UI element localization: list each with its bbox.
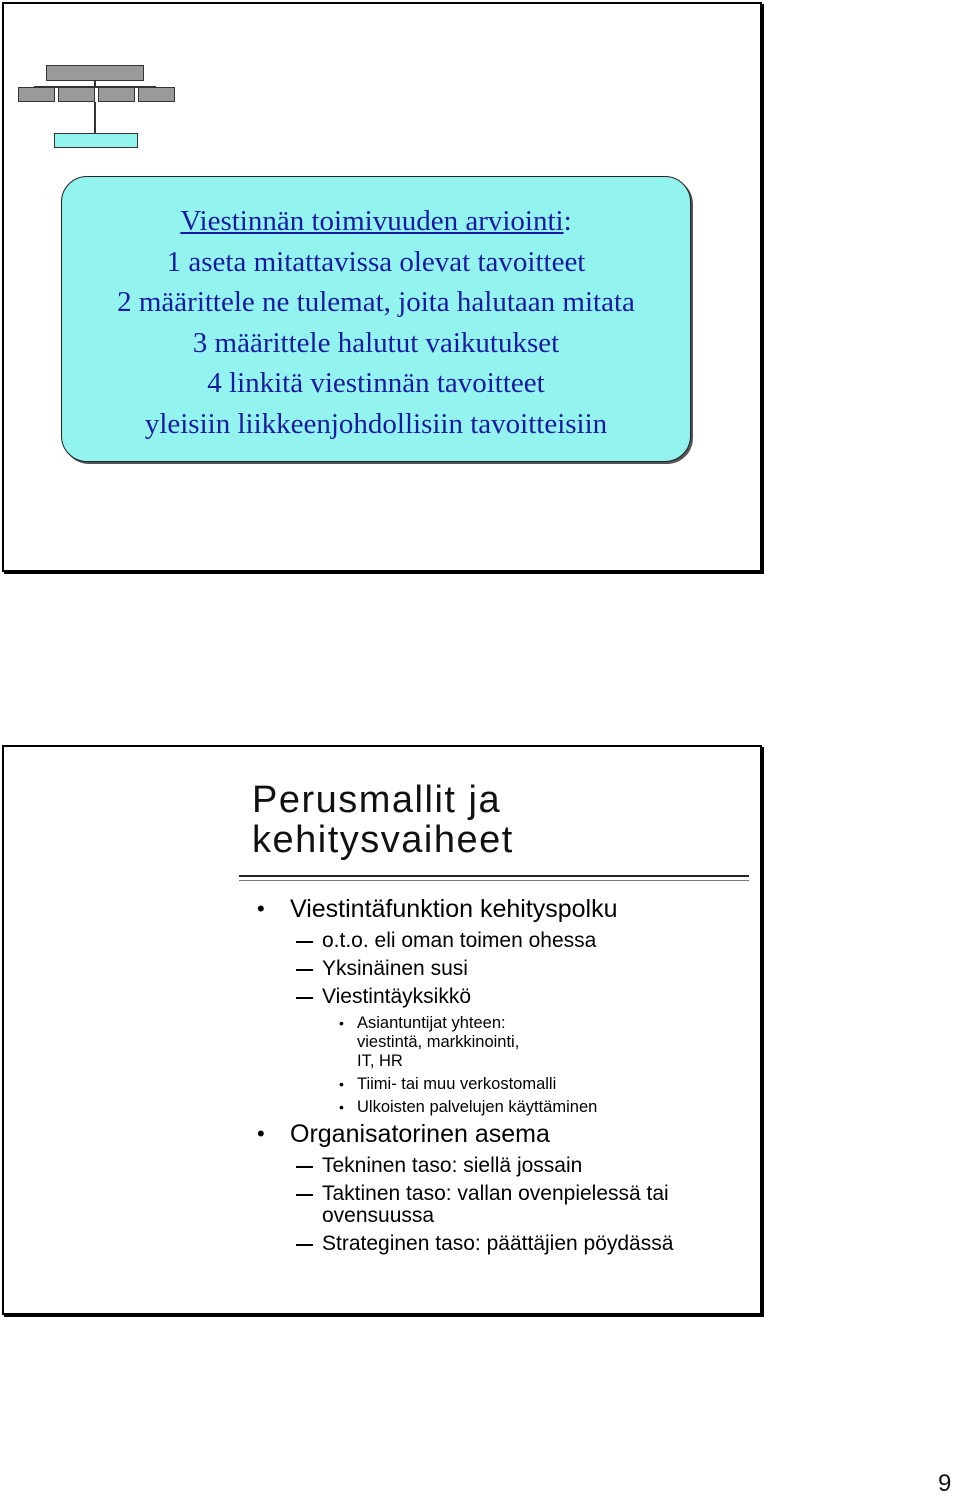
org-chart-top-box (46, 65, 144, 81)
bullet-level-2: Taktinen taso: vallan ovenpielessä tai ovensuussa (254, 1183, 734, 1227)
bullet-level-3: • Asiantuntijat yhteen: viestintä, markkinointi, IT, HR (254, 1014, 537, 1071)
bullet-level-1: • Organisatorinen asema (254, 1119, 734, 1149)
evaluation-callout (61, 176, 691, 462)
callout-title-line (62, 201, 690, 242)
org-chart-box (18, 87, 55, 102)
bullet-level-2: Strateginen taso: päättäjien pöydässä (254, 1233, 734, 1255)
callout-title: Viestinnän toimivuuden arviointi (180, 205, 564, 237)
org-chart-connector (94, 102, 96, 133)
org-chart-box (58, 87, 95, 102)
callout-title-suffix: : (563, 205, 572, 237)
bullet-level-2: Yksinäinen susi (254, 958, 734, 980)
bullet-level-1: • Viestintäfunktion kehityspolku (254, 894, 734, 924)
callout-line: 3 määrittele halutut vaikutukset (192, 326, 560, 359)
org-chart-box (98, 87, 135, 102)
bullet-level-3: • Ulkoisten palvelujen käyttäminen (254, 1098, 734, 1117)
callout-line: 4 linkitä viestinnän tavoitteet (207, 367, 545, 399)
bullet-level-2: Viestintäyksikkö (254, 986, 734, 1008)
slide-1 (2, 2, 762, 572)
bullet-level-2: o.t.o. eli oman toimen ohessa (254, 930, 734, 952)
title-divider (239, 875, 749, 877)
slide-title-line-1: Perusmallit ja (252, 779, 502, 821)
title-divider-thin (239, 880, 749, 881)
callout-line: 2 määrittele ne tulemat, joita halutaan mitata (117, 286, 635, 318)
callout-line: yleisiin liikkeenjohdollisiin tavoitteisiin (144, 407, 608, 440)
bullet-list (254, 892, 734, 1255)
slide-title-line-2: kehitysvaiheet (252, 819, 514, 861)
page-number: 9 (938, 1470, 952, 1497)
org-chart-box (138, 87, 175, 102)
bullet-level-3: • Tiimi- tai muu verkostomalli (254, 1075, 734, 1094)
slide-2 (2, 745, 762, 1315)
org-chart-icon (14, 59, 179, 159)
callout-line: 1 aseta mitattavissa olevat tavoitteet (166, 245, 586, 278)
bullet-level-2: Tekninen taso: siellä jossain (254, 1155, 734, 1177)
org-chart-bottom-box (54, 133, 138, 148)
slide-title (252, 780, 712, 860)
